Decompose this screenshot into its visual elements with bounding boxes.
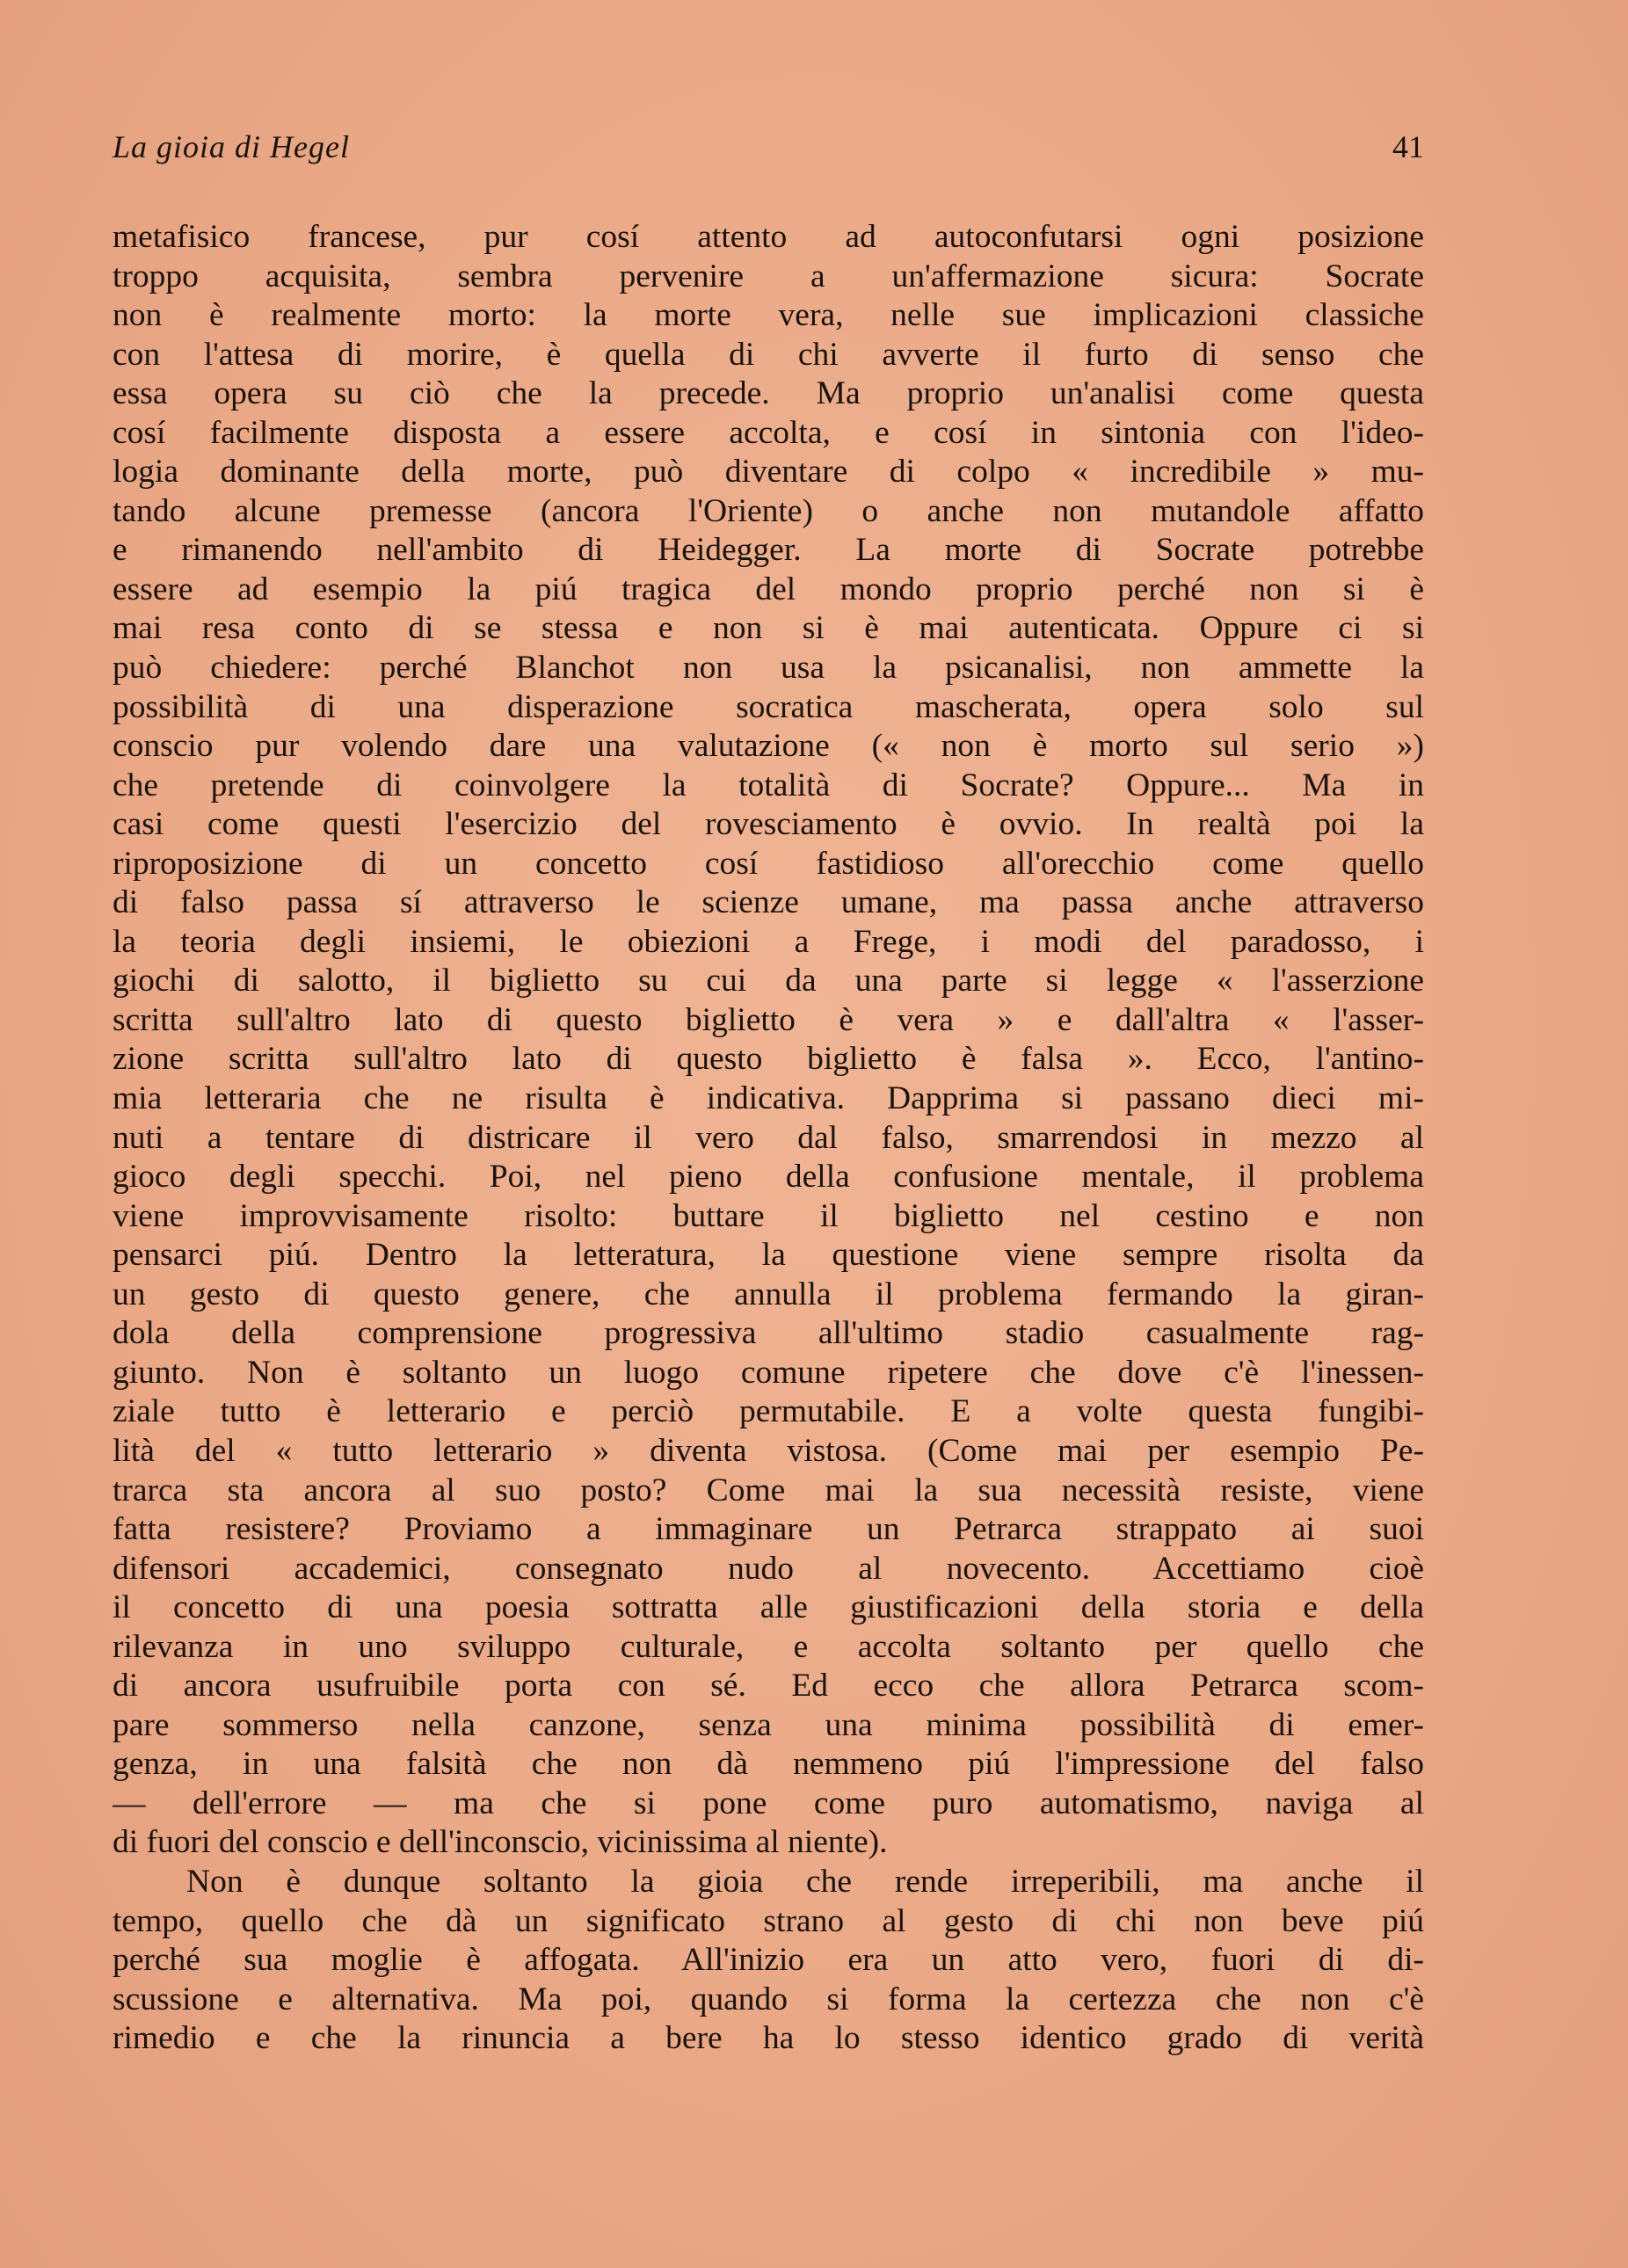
- text-line: può chiedere: perché Blanchot non usa la psicanalisi, non ammette la: [113, 650, 1424, 687]
- text-line: fatta resistere? Proviamo a immaginare un Petrarca strappato ai suoi: [113, 1511, 1424, 1548]
- text-line: essere ad esempio la piú tragica del mondo proprio perché non si è: [113, 571, 1424, 607]
- text-line: — dell'errore — ma che si pone come puro automatismo, naviga al: [113, 1785, 1424, 1821]
- text-line: giochi di salotto, il biglietto su cui da una parte si legge « l'asserzione: [113, 963, 1424, 1000]
- text-line: mia letteraria che ne risulta è indicativa. Dapprima si passano dieci mi-: [113, 1080, 1424, 1117]
- text-line: cosí facilmente disposta a essere accolta, e cosí in sintonia con l'ideo-: [113, 414, 1424, 451]
- text-line: con l'attesa di morire, è quella di chi avverte il furto di senso che: [113, 336, 1424, 373]
- text-line: zione scritta sull'altro lato di questo biglietto è falsa ». Ecco, l'antino-: [113, 1041, 1424, 1078]
- running-title: La gioia di Hegel: [113, 129, 350, 164]
- text-line: di ancora usufruibile porta con sé. Ed ecco che allora Petrarca scom-: [113, 1668, 1424, 1705]
- page-header: [113, 128, 1424, 171]
- paragraph-start-line: Non è dunque soltanto la gioia che rende irreperibili, ma anche il: [186, 1863, 1424, 1900]
- text-line: il concetto di una poesia sottratta alle giustificazioni della storia e della: [113, 1589, 1424, 1626]
- text-line: tando alcune premesse (ancora l'Oriente) o anche non mutandole affatto: [113, 492, 1424, 529]
- text-line: conscio pur volendo dare una valutazione (« non è morto sul serio »): [113, 728, 1424, 765]
- text-line: lità del « tutto letterario » diventa vistosa. (Come mai per esempio Pe-: [113, 1432, 1424, 1469]
- text-line: rilevanza in uno sviluppo culturale, e accolta soltanto per quello che: [113, 1628, 1424, 1665]
- text-line: la teoria degli insiemi, le obiezioni a Frege, i modi del paradosso, i: [113, 923, 1424, 960]
- page-number: 41: [1392, 129, 1424, 164]
- text-line: viene improvvisamente risolto: buttare il biglietto nel cestino e non: [113, 1197, 1424, 1234]
- text-line: non è realmente morto: la morte vera, nelle sue implicazioni classiche: [113, 297, 1424, 334]
- text-line: nuti a tentare di districare il vero dal falso, smarrendosi in mezzo al: [113, 1119, 1424, 1156]
- text-line: di falso passa sí attraverso le scienze umane, ma passa anche attraverso: [113, 884, 1424, 921]
- text-line: riproposizione di un concetto cosí fastidioso all'orecchio come quello: [113, 845, 1424, 882]
- text-line: pare sommerso nella canzone, senza una minima possibilità di emer-: [113, 1706, 1424, 1743]
- text-line: giunto. Non è soltanto un luogo comune ripetere che dove c'è l'inessen-: [113, 1354, 1424, 1391]
- text-line: scritta sull'altro lato di questo biglietto è vera » e dall'altra « l'asser-: [113, 1001, 1424, 1038]
- text-line: dola della comprensione progressiva all'ultimo stadio casualmente rag-: [113, 1315, 1424, 1352]
- text-line: possibilità di una disperazione socratica mascherata, opera solo sul: [113, 688, 1424, 725]
- body-text: [113, 218, 1424, 2059]
- text-line: logia dominante della morte, può diventare di colpo « incredibile » mu-: [113, 454, 1424, 491]
- text-line: e rimanendo nell'ambito di Heidegger. La morte di Socrate potrebbe: [113, 532, 1424, 569]
- text-line: che pretende di coinvolgere la totalità di Socrate? Oppure... Ma in: [113, 767, 1424, 803]
- text-line: difensori accademici, consegnato nudo al novecento. Accettiamo cioè: [113, 1550, 1424, 1587]
- text-line: essa opera su ciò che la precede. Ma proprio un'analisi come questa: [113, 375, 1424, 412]
- text-line: di fuori del conscio e dell'inconscio, vicinissima al niente).: [113, 1824, 888, 1861]
- text-line: gioco degli specchi. Poi, nel pieno della confusione mentale, il problema: [113, 1159, 1424, 1196]
- text-line: rimedio e che la rinuncia a bere ha lo stesso identico grado di verità: [113, 2020, 1424, 2057]
- text-line: un gesto di questo genere, che annulla il problema fermando la giran-: [113, 1276, 1424, 1312]
- text-line: tempo, quello che dà un significato strano al gesto di chi non beve piú: [113, 1902, 1424, 1939]
- text-line: perché sua moglie è affogata. All'inizio era un atto vero, fuori di di-: [113, 1942, 1424, 1979]
- text-line: trarca sta ancora al suo posto? Come mai la sua necessità resiste, viene: [113, 1472, 1424, 1508]
- text-line: mai resa conto di se stessa e non si è mai autenticata. Oppure ci si: [113, 610, 1424, 647]
- text-line: genza, in una falsità che non dà nemmeno piú l'impressione del falso: [113, 1746, 1424, 1783]
- text-line: troppo acquisita, sembra pervenire a un'affermazione sicura: Socrate: [113, 258, 1424, 294]
- text-line: metafisico francese, pur cosí attento ad autoconfutarsi ogni posizione: [113, 219, 1424, 255]
- text-line: scussione e alternativa. Ma poi, quando si forma la certezza che non c'è: [113, 1981, 1424, 2017]
- text-line: pensarci piú. Dentro la letteratura, la questione viene sempre risolta da: [113, 1237, 1424, 1274]
- text-line: casi come questi l'esercizio del rovesciamento è ovvio. In realtà poi la: [113, 806, 1424, 843]
- text-line: ziale tutto è letterario e perciò permutabile. E a volte questa fungibi-: [113, 1393, 1424, 1430]
